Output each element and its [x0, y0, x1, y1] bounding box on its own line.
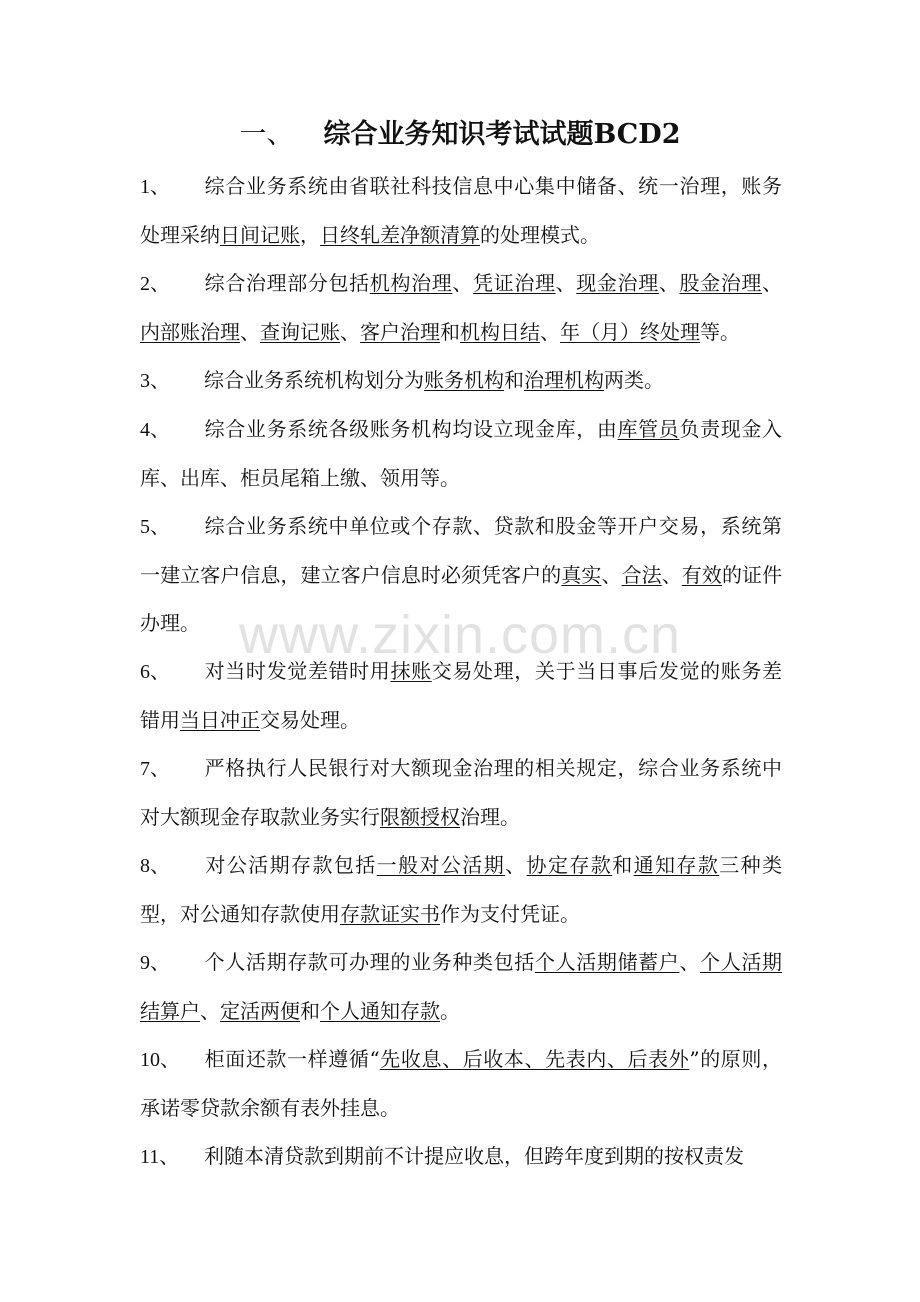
- question-number: 6、: [140, 661, 170, 683]
- question-text: 和: [300, 999, 320, 1023]
- question-number: 5、: [140, 516, 170, 538]
- answer-blank: 日间记账: [220, 223, 300, 247]
- question-item: [140, 1132, 782, 1181]
- question-item: [140, 259, 782, 356]
- watermark-text: www.zixin.com.cn: [238, 605, 682, 665]
- question-text: 和: [612, 853, 634, 877]
- question-text: 治理。: [460, 805, 520, 829]
- answer-blank: 协定存款: [526, 853, 613, 877]
- question-number: 2、: [140, 273, 170, 295]
- title-number: 一、: [239, 119, 294, 150]
- question-text: 交易处理，关于当日事后发觉的账务差错用: [140, 659, 783, 732]
- answer-blank: 存款证实书: [340, 902, 440, 926]
- question-text: 的处理模式。: [480, 223, 600, 247]
- answer-blank: 机构治理: [369, 271, 453, 295]
- question-text: 、: [661, 563, 682, 587]
- question-text: 综合业务系统各级账务机构均设立现金库，由: [204, 417, 618, 441]
- answer-blank: 限额授权: [380, 805, 460, 829]
- question-text: 利随本清贷款到期前不计提应收息，但跨年度到期的按权责发: [204, 1144, 744, 1168]
- answer-blank: 真实: [561, 563, 602, 587]
- question-number: 4、: [140, 419, 170, 441]
- answer-blank: 合法: [621, 563, 662, 587]
- question-number: 9、: [140, 952, 170, 974]
- question-text: 综合业务系统中单位或个存款、贷款和股金等开户交易，系统第一建立客户信息，建立客户信息时必须凭客户的: [140, 514, 782, 587]
- question-list: [140, 162, 782, 1181]
- question-number: 8、: [140, 855, 170, 877]
- question-text: 个人活期存款可办理的业务种类包括: [204, 950, 535, 974]
- question-number: 10、: [140, 1049, 180, 1071]
- answer-blank: 通知存款: [633, 853, 720, 877]
- answer-blank: 个人活期储蓄户: [534, 950, 680, 974]
- question-text: ，: [300, 223, 320, 247]
- question-item: [140, 1035, 782, 1132]
- question-text: 、: [601, 563, 622, 587]
- question-text: 对公活期存款包括: [204, 853, 377, 877]
- question-text: 等。: [700, 320, 740, 344]
- answer-blank: 股金治理: [679, 271, 763, 295]
- question-number: 1、: [140, 176, 170, 198]
- answer-blank: 现金治理: [576, 271, 659, 295]
- answer-blank: 查询记账: [260, 320, 340, 344]
- page-title: [0, 112, 920, 158]
- question-text: 和: [440, 320, 460, 344]
- question-text: 柜面还款一样遵循“: [204, 1047, 380, 1071]
- question-text: 三种类型，对公通知存款使用: [140, 853, 783, 926]
- question-item: [140, 502, 782, 647]
- title-text: 综合业务知识考试试题BCD2: [323, 119, 681, 150]
- answer-blank: 日终轧差净额清算: [320, 223, 480, 247]
- question-number: 3、: [140, 370, 170, 392]
- question-item: [140, 647, 782, 744]
- question-text: 严格执行人民银行对大额现金治理的相关规定，综合业务系统中对大额现金存取款业务实行: [140, 756, 782, 829]
- question-item: [140, 356, 782, 405]
- question-item: [140, 405, 782, 502]
- question-text: 、: [505, 853, 527, 877]
- question-text: 、: [679, 950, 701, 974]
- answer-blank: 机构日结: [460, 320, 540, 344]
- question-text: 的证件办理。: [140, 563, 783, 635]
- question-text: 。: [440, 999, 460, 1023]
- question-text: 综合治理部分包括: [204, 271, 370, 295]
- question-text: 和: [504, 368, 524, 392]
- question-text: 、: [555, 271, 577, 295]
- answer-blank: 凭证治理: [473, 271, 556, 295]
- answer-blank: 一般对公活期: [376, 853, 506, 877]
- question-text: 、: [540, 320, 560, 344]
- question-text: 、: [200, 999, 220, 1023]
- answer-blank: 当日冲正: [180, 708, 260, 732]
- question-text: 、: [240, 320, 260, 344]
- question-number: 7、: [140, 758, 170, 780]
- question-text: 综合业务系统机构划分为: [204, 368, 424, 392]
- question-text: 、: [762, 271, 783, 295]
- question-text: 、: [658, 271, 680, 295]
- question-item: [140, 162, 782, 259]
- question-item: [140, 841, 782, 938]
- answer-blank: 客户治理: [360, 320, 440, 344]
- question-item: [140, 744, 782, 841]
- answer-blank: 有效: [681, 563, 722, 587]
- question-number: 11、: [140, 1146, 180, 1168]
- answer-blank: 先收息、后收本、先表内、后表外: [379, 1047, 690, 1071]
- answer-blank: 账务机构: [424, 368, 504, 392]
- answer-blank: 年（月）终处理: [560, 320, 700, 344]
- answer-blank: 库管员: [617, 417, 680, 441]
- question-text: ”的原则，承诺零贷款余额有表外挂息。: [140, 1047, 783, 1120]
- question-text: 两类。: [604, 368, 664, 392]
- answer-blank: 治理机构: [524, 368, 604, 392]
- answer-blank: 内部账治理: [140, 320, 240, 344]
- question-text: 对当时发觉差错时用: [204, 659, 391, 683]
- question-text: 交易处理。: [260, 708, 360, 732]
- question-text: 综合业务系统由省联社科技信息中心集中储备、统一治理，账务处理采纳: [140, 174, 782, 247]
- answer-blank: 个人通知存款: [320, 999, 440, 1023]
- question-text: 负责现金入库、出库、柜员尾箱上缴、领用等。: [140, 417, 783, 490]
- question-text: 、: [452, 271, 474, 295]
- question-item: [140, 938, 782, 1035]
- answer-blank: 个人活期结算户: [140, 950, 783, 1023]
- question-text: 作为支付凭证。: [440, 902, 580, 926]
- answer-blank: 定活两便: [220, 999, 300, 1023]
- question-text: 、: [340, 320, 360, 344]
- answer-blank: 抹账: [390, 659, 432, 683]
